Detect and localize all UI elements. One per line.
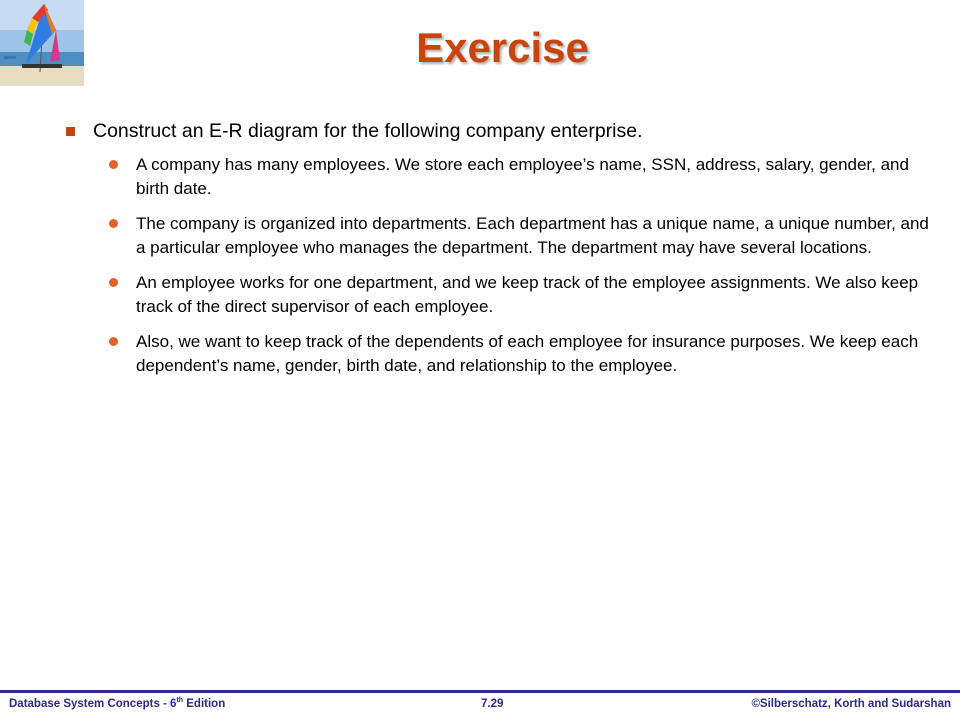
dot-bullet-icon xyxy=(109,219,118,228)
sub-bullet-text: Also, we want to keep track of the dependents of each employee for insurance purposes. We keep each dependent’s name, gender, birth date, and relationship to the employee. xyxy=(136,332,919,375)
footer-edition-sup: th xyxy=(176,697,184,705)
sub-bullet-text: The company is organized into departments. Each department has a unique name, a unique number, and a particular employee who manages the department. The department may have several locations. xyxy=(136,214,929,257)
sub-bullet-text: A company has many employees. We store each employee’s name, SSN, address, salary, gender, and birth date. xyxy=(136,155,909,198)
footer-divider xyxy=(0,690,960,693)
main-bullet-item xyxy=(60,118,940,144)
footer-book-title xyxy=(9,698,225,710)
dot-bullet-icon xyxy=(109,278,118,287)
sub-bullet-item xyxy=(107,153,940,201)
sub-bullet-item xyxy=(107,271,940,319)
slide-body xyxy=(60,118,940,389)
main-bullet-text: Construct an E-R diagram for the following company enterprise. xyxy=(93,120,643,142)
footer-edition-suffix: Edition xyxy=(183,698,226,710)
footer-book-prefix: Database System Concepts - 6 xyxy=(9,698,177,710)
footer-page-number: 7.29 xyxy=(481,698,504,710)
dot-bullet-icon xyxy=(109,337,118,346)
dot-bullet-icon xyxy=(109,160,118,169)
footer-copyright: ©Silberschatz, Korth and Sudarshan xyxy=(751,698,951,710)
sub-bullet-item xyxy=(107,330,940,378)
slide-title: Exercise xyxy=(416,24,589,71)
sub-bullet-text: An employee works for one department, and we keep track of the employee assignments. We also keep track of the direct supervisor of each employee. xyxy=(136,273,919,316)
sub-bullet-item xyxy=(107,212,940,260)
square-bullet-icon xyxy=(66,127,75,136)
